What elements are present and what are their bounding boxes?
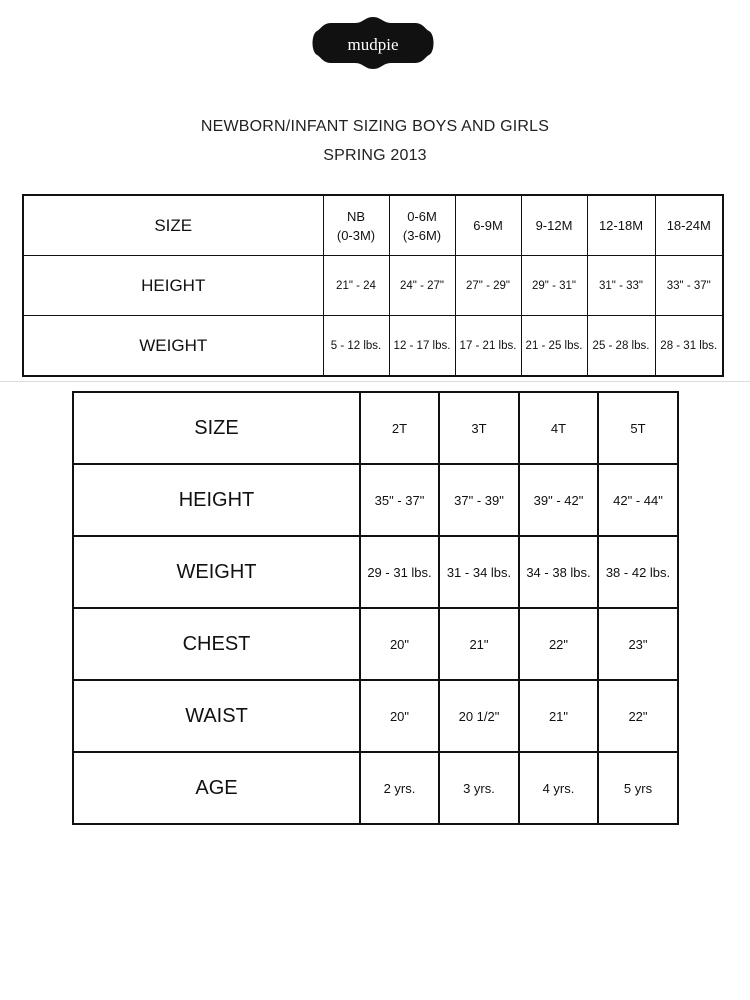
infant-weight-row [23,316,723,377]
size-cell [655,195,723,256]
weight-cell: 5 - 12 lbs. [323,316,389,377]
chest-cell: 21" [439,608,519,680]
height-cell: 37" - 39" [439,464,519,536]
waist-cell: 22" [598,680,678,752]
size-code: 6-9M [473,218,503,233]
chest-cell: 20" [360,608,439,680]
weight-cell: 17 - 21 lbs. [455,316,521,377]
size-cell [521,195,587,256]
toddler-age-row [73,752,678,824]
section-divider [0,381,750,382]
infant-size-table [22,194,724,377]
row-label-waist: WAIST [73,680,360,752]
weight-cell: 21 - 25 lbs. [521,316,587,377]
row-label-size: SIZE [23,195,323,256]
size-code: 9-12M [535,218,573,233]
infant-size-row [23,195,723,256]
mudpie-logo-badge [309,14,437,72]
size-cell [389,195,455,256]
size-cell: 2T [360,392,439,464]
row-label-age: AGE [73,752,360,824]
weight-cell: 34 - 38 lbs. [519,536,598,608]
row-label-size: SIZE [73,392,360,464]
waist-cell: 20" [360,680,439,752]
toddler-size-row [73,392,678,464]
size-cell: 4T [519,392,598,464]
size-range: (0-3M) [336,227,376,243]
size-cell: 5T [598,392,678,464]
row-label-weight: WEIGHT [73,536,360,608]
row-label-height: HEIGHT [23,256,323,316]
height-cell: 42" - 44" [598,464,678,536]
toddler-size-table [72,391,679,825]
weight-cell: 38 - 42 lbs. [598,536,678,608]
weight-cell: 28 - 31 lbs. [655,316,723,377]
height-cell: 24" - 27" [389,256,455,316]
height-cell: 35" - 37" [360,464,439,536]
toddler-chest-row [73,608,678,680]
size-range: (3-6M) [402,227,442,243]
size-code: 0-6M [407,208,437,224]
chest-cell: 22" [519,608,598,680]
toddler-waist-row [73,680,678,752]
age-cell: 3 yrs. [439,752,519,824]
size-cell: 3T [439,392,519,464]
chest-cell: 23" [598,608,678,680]
row-label-weight: WEIGHT [23,316,323,377]
height-cell: 29" - 31" [521,256,587,316]
weight-cell: 29 - 31 lbs. [360,536,439,608]
height-cell: 33" - 37" [655,256,723,316]
size-cell [587,195,655,256]
logo-text: mudpie [347,35,399,54]
row-label-height: HEIGHT [73,464,360,536]
waist-cell: 20 1/2" [439,680,519,752]
weight-cell: 31 - 34 lbs. [439,536,519,608]
row-label-chest: CHEST [73,608,360,680]
height-cell: 31" - 33" [587,256,655,316]
waist-cell: 21" [519,680,598,752]
infant-height-row [23,256,723,316]
age-cell: 5 yrs [598,752,678,824]
height-cell: 39" - 42" [519,464,598,536]
page-title: NEWBORN/INFANT SIZING BOYS AND GIRLS [200,118,550,135]
size-code: 12-18M [598,218,644,233]
mudpie-logo [309,14,437,72]
age-cell: 4 yrs. [519,752,598,824]
age-cell: 2 yrs. [360,752,439,824]
size-cell [323,195,389,256]
toddler-height-row [73,464,678,536]
size-cell [455,195,521,256]
weight-cell: 25 - 28 lbs. [587,316,655,377]
page-subtitle: SPRING 2013 [323,147,427,164]
size-code: NB [346,208,366,224]
height-cell: 27" - 29" [455,256,521,316]
height-cell: 21" - 24 [323,256,389,316]
size-code: 18-24M [666,218,711,233]
toddler-weight-row [73,536,678,608]
weight-cell: 12 - 17 lbs. [389,316,455,377]
